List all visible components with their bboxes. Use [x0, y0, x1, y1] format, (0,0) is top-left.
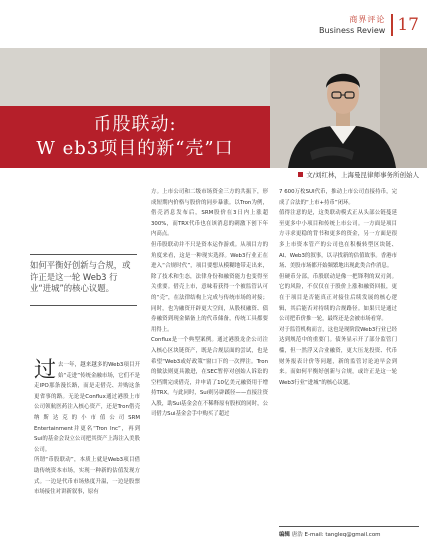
- paragraph: 但硬币分部，币股联动是像一把锋利的双刃剑。它的风险，不仅仅在于股价上涨和融资回报，更在于项目是否能真正对接住后续发展的核心逻辑，其后能否对持续的合规路径。如果只是通过公司把币价推一轮，最终还是会被市场看穿。: [279, 273, 397, 323]
- author-caption: [298, 170, 419, 179]
- header-divider: [391, 14, 393, 36]
- editor-label: 编辑: [279, 532, 291, 538]
- paragraph: 对于监管机构而言，这也是现阶段Web3行业已经达到规范中的重要门。债务显示开了部分监管门槛，但一然浮又合业融资，更大压龙投资、代币财务报表计价等问题，新的监管讨论迫早会到来。而如何平衡好创新与合规，或许正是这一轮Web3行业“进城”的核心议题。: [279, 326, 397, 386]
- article-title: [0, 113, 270, 161]
- editor-contact: 唐浩 E-mail: tangleq@gmail.com: [291, 532, 381, 538]
- paragraph-text: 去一年，越来越多的Web3项目开始“走进”传统金融市场，它们不是走IPO那条漫长路，而是走借壳、并购这条更省事的路。无论是Conflux通过港股上市公司领航医药注入核心资产，还是Tron借壳纳斯达克的小市值公司SRM Entertainment并更名“Tron Inc”，再到Sui的基金会设立公司把其资产上海注入美股公司。: [34, 362, 140, 453]
- caption-text: 文/刘红林，上海曼昆律师事务所创始人: [306, 171, 419, 179]
- section-label: [319, 15, 385, 36]
- section-name-cn: 商界评论: [349, 14, 386, 24]
- paragraph: 但币股联动并不只是资本运作游戏。从项目方的角度来看，这是一种现实选择。Web3行业正在进入“合规时代”，项目要想从模糊地带走出来，除了技术和生态，法律身份和融资能力也变得至关重要。借壳上市，意味着获得一个被监管认可的“壳”，在法律结构上完成与传统市场的对接；同时，也为融资开辟更大空间，从股权融资、债券融资到现金储备上的代币储备，传统工具都要用得上。: [151, 241, 268, 333]
- paragraph: Conflux是一个典型案例。通过港股龙企公司注入核心区块链资产，既是合规层面的尝试，也是希望“Web3或好政策”窗口下的一次押注。Tron的做法则更具激进，在SEC暂停对创始人诉讼的空档期完成借壳，并申请了10亿美元融资用于增持TRX。与此同时，Sui则另辟蹊径——直接注资入股，助Sui基金会在不稀释原有股权的同时，公司借力Sui基金会手中购买了超过: [151, 337, 268, 418]
- body-column-2: [151, 187, 268, 420]
- paragraph: 7 600万枚SUI代币，推动上市公司直接持币，完成了合法的“上市+持币”闭环。: [279, 189, 397, 206]
- paragraph: 所谓“币股联动”，本质上就是Web3项目借助传统资本市场，实现一种新的估值发现方式。一边是代币市场热度升温，一边是股票市场接住对讲新叙事，原有: [34, 457, 140, 496]
- section-name-en: Business Review: [318, 25, 386, 35]
- paragraph: [34, 360, 140, 455]
- title-line-1: 币股联动:: [93, 114, 177, 135]
- drop-cap: 过: [34, 358, 57, 383]
- caption-marker: [298, 172, 303, 177]
- pull-quote: 如何平衡好创新与合规，或许正是这一轮 Web3 行业“进城”的核心议题。: [30, 260, 131, 293]
- pull-quote-rule-top: [30, 254, 137, 255]
- paragraph: 方。上市公司和二级市场资金三方的共振下，形成短期内价格与股价的同步暴涨。以Tron为例，借壳消息发布后，SRM股价在3日内上涨超300%，而TRX代币也在该消息的刺激下创下年内高点。: [151, 189, 268, 238]
- author-photo: [270, 48, 427, 168]
- title-line-2: W eb3项目的新“壳”口: [36, 138, 234, 159]
- paragraph: 值得注意的是，这类联动模式正从头部公链蔓延至更多中小项目和传统上市公司。一方面是项目方寻求更稳的背书和更多的资金，另一方面是很多上市资本管产的公司也在积极转型区块链、AI、Web3的叙事，以寻找新的估值故事。香港市场、美股市场都开始频繁地出现此类合作消息。: [279, 210, 397, 270]
- editor-footer: [279, 530, 381, 538]
- pull-quote-rule-bottom: [30, 305, 137, 306]
- body-column-3: [279, 187, 397, 388]
- page-number: 17: [397, 15, 419, 35]
- body-column-1: [34, 360, 140, 498]
- footer-rule: [279, 526, 419, 527]
- author-portrait-image: [270, 48, 427, 168]
- page-header: [319, 8, 419, 42]
